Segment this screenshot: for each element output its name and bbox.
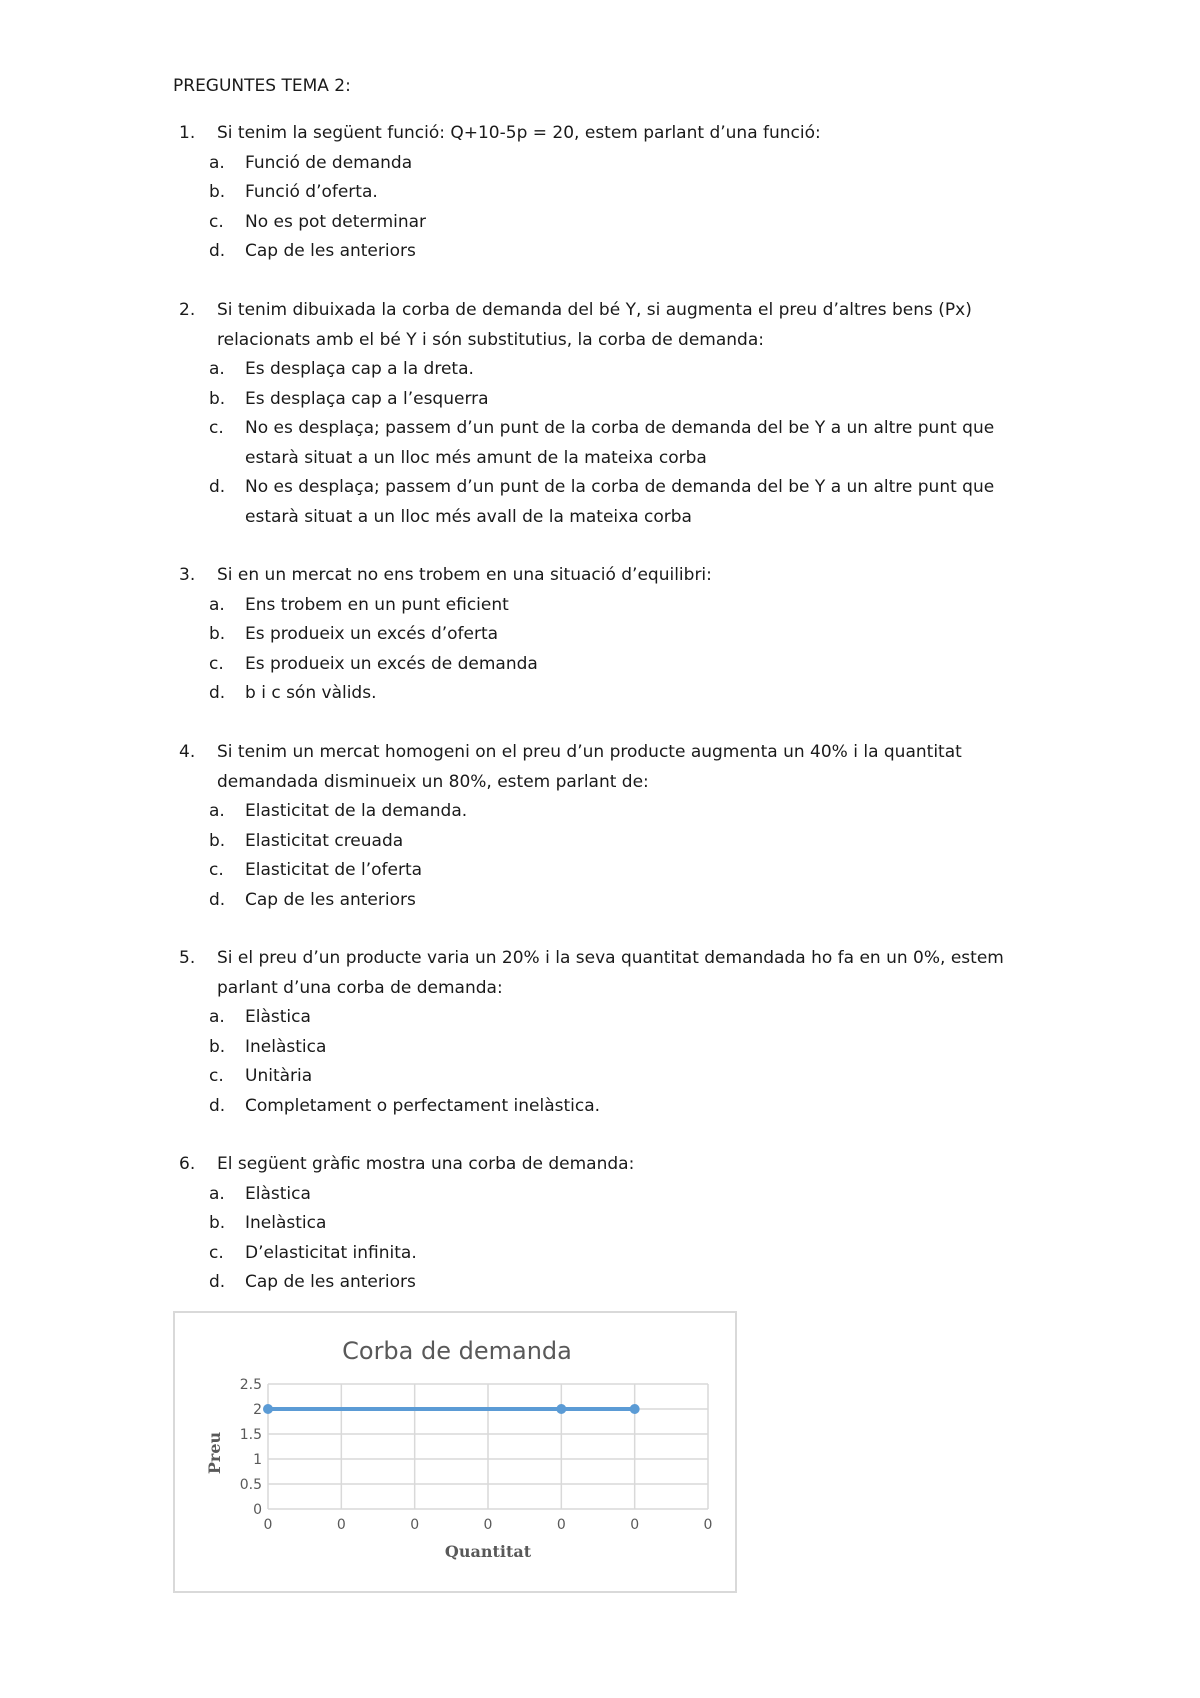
x-tick-label: 0 <box>410 1517 420 1533</box>
x-tick-label: 0 <box>556 1517 566 1533</box>
option-letter: d. <box>209 477 226 497</box>
option-text: Es produeix un excés de demanda <box>245 653 538 674</box>
option-b <box>173 1209 1053 1239</box>
y-tick-label: 1.5 <box>239 1427 262 1443</box>
option-d <box>173 886 1053 916</box>
option-b <box>173 385 1053 415</box>
option-letter: b. <box>209 1036 226 1057</box>
option-letter: b. <box>209 624 226 644</box>
option-letter: a. <box>209 359 225 379</box>
option-letter: b. <box>209 830 226 851</box>
option-letter: a. <box>209 1183 225 1204</box>
option-text: Inelàstica <box>245 1213 327 1233</box>
y-tick-label: 2 <box>253 1402 262 1418</box>
question-6 <box>173 1150 1053 1298</box>
question-4 <box>173 738 1053 915</box>
question-2 <box>173 296 1053 532</box>
chart-canvas <box>175 1313 735 1591</box>
option-letter: a. <box>209 1007 225 1027</box>
option-c <box>173 208 1053 238</box>
option-d <box>173 1092 1053 1122</box>
option-text: D’elasticitat infinita. <box>245 1242 417 1263</box>
option-letter: d. <box>209 683 226 703</box>
data-point <box>630 1404 640 1414</box>
option-text: Elàstica <box>245 1183 311 1204</box>
x-tick-label: 0 <box>263 1517 273 1533</box>
option-letter: b. <box>209 182 226 202</box>
option-c <box>173 650 1053 680</box>
option-text: Es desplaça cap a la dreta. <box>245 359 474 379</box>
y-tick-label: 0.5 <box>239 1477 262 1493</box>
question-stem: Si tenim un mercat homogeni on el preu d’un producte augmenta un 40% i la quantitat demandada disminueix un 80%, estem parlant de: <box>217 742 962 792</box>
option-text: Elàstica <box>245 1007 311 1027</box>
option-letter: c. <box>209 418 224 438</box>
option-b <box>173 178 1053 208</box>
question-number: 2. <box>179 300 196 320</box>
question-number: 3. <box>179 565 196 585</box>
option-text: No es pot determinar <box>245 211 427 232</box>
option-text: Completament o perfectament inelàstica. <box>245 1095 601 1116</box>
x-tick-label: 0 <box>483 1517 493 1533</box>
option-c <box>173 414 1053 473</box>
option-letter: d. <box>209 1095 226 1116</box>
question-stem: Si el preu d’un producte varia un 20% i la seva quantitat demandada ho fa en un 0%, estem parlant d’una corba de demanda: <box>217 948 1004 998</box>
x-tick-label: 0 <box>336 1517 346 1533</box>
option-text: Elasticitat de la demanda. <box>245 801 468 821</box>
option-text: No es desplaça; passem d’un punt de la corba de demanda del be Y a un altre punt que estarà situat a un lloc més amunt de la mateixa corba <box>245 418 995 468</box>
question-number: 6. <box>179 1154 196 1174</box>
option-text: Elasticitat creuada <box>245 830 404 851</box>
option-letter: c. <box>209 1066 224 1086</box>
option-d <box>173 473 1053 532</box>
option-d <box>173 237 1053 267</box>
option-text: Unitària <box>245 1066 313 1086</box>
x-tick-label: 0 <box>703 1517 713 1533</box>
option-a <box>173 797 1053 827</box>
option-letter: a. <box>209 152 225 173</box>
chart-title: Corba de demanda <box>342 1337 572 1365</box>
option-b <box>173 1033 1053 1063</box>
x-tick-labels <box>264 1517 713 1533</box>
option-text: b i c són vàlids. <box>245 683 377 703</box>
option-letter: d. <box>209 889 226 910</box>
option-letter: c. <box>209 211 224 232</box>
option-text: Es produeix un excés d’oferta <box>245 624 499 644</box>
option-text: Funció d’oferta. <box>245 182 378 202</box>
option-a <box>173 1003 1053 1033</box>
option-letter: c. <box>209 860 224 880</box>
y-tick-label: 2.5 <box>239 1377 262 1393</box>
question-5 <box>173 944 1053 1121</box>
option-b <box>173 827 1053 857</box>
option-text: Cap de les anteriors <box>245 889 416 910</box>
option-letter: c. <box>209 653 224 674</box>
x-tick-label: 0 <box>630 1517 640 1533</box>
option-text: Cap de les anteriors <box>245 241 416 261</box>
option-a <box>173 149 1053 179</box>
demand-chart <box>173 1311 737 1593</box>
question-1 <box>173 119 1053 267</box>
question-stem: Si tenim dibuixada la corba de demanda del bé Y, si augmenta el preu d’altres bens (Px) relacionats amb el bé Y i són substitutius, la corba de demanda: <box>217 300 972 350</box>
option-d <box>173 679 1053 709</box>
y-tick-labels <box>240 1377 262 1518</box>
option-letter: d. <box>209 1272 226 1292</box>
x-axis-label: Quantitat <box>444 1542 532 1561</box>
option-text: Elasticitat de l’oferta <box>245 860 423 880</box>
option-a <box>173 1180 1053 1210</box>
option-text: Inelàstica <box>245 1036 327 1057</box>
y-axis-label: Preu <box>205 1431 224 1475</box>
option-letter: a. <box>209 801 225 821</box>
question-number: 4. <box>179 742 196 762</box>
option-text: No es desplaça; passem d’un punt de la corba de demanda del be Y a un altre punt que estarà situat a un lloc més avall de la mateixa corba <box>245 477 995 527</box>
question-3 <box>173 561 1053 709</box>
option-text: Es desplaça cap a l’esquerra <box>245 388 489 409</box>
option-a <box>173 591 1053 621</box>
data-point <box>263 1404 273 1414</box>
y-tick-label: 1 <box>253 1452 262 1468</box>
option-d <box>173 1268 1053 1298</box>
option-a <box>173 355 1053 385</box>
chart-grid <box>268 1384 708 1509</box>
option-text: Cap de les anteriors <box>245 1272 416 1292</box>
option-letter: c. <box>209 1242 224 1263</box>
option-letter: b. <box>209 388 226 409</box>
option-text: Ens trobem en un punt eficient <box>245 594 509 615</box>
question-number: 1. <box>179 123 196 143</box>
question-stem: Si tenim la següent funció: Q+10-5p = 20, estem parlant d’una funció: <box>217 123 821 143</box>
question-number: 5. <box>179 948 196 968</box>
question-stem: Si en un mercat no ens trobem en una situació d’equilibri: <box>217 565 712 585</box>
option-letter: a. <box>209 594 225 615</box>
option-letter: b. <box>209 1213 226 1233</box>
option-b <box>173 620 1053 650</box>
option-text: Funció de demanda <box>245 152 413 173</box>
question-stem: El següent gràfic mostra una corba de demanda: <box>217 1154 635 1174</box>
option-c <box>173 1239 1053 1269</box>
demand-series <box>263 1404 640 1414</box>
option-c <box>173 856 1053 886</box>
option-letter: d. <box>209 241 226 261</box>
y-tick-label: 0 <box>253 1502 262 1518</box>
page-title: PREGUNTES TEMA 2: <box>173 76 351 96</box>
data-point <box>556 1404 566 1414</box>
option-c <box>173 1062 1053 1092</box>
